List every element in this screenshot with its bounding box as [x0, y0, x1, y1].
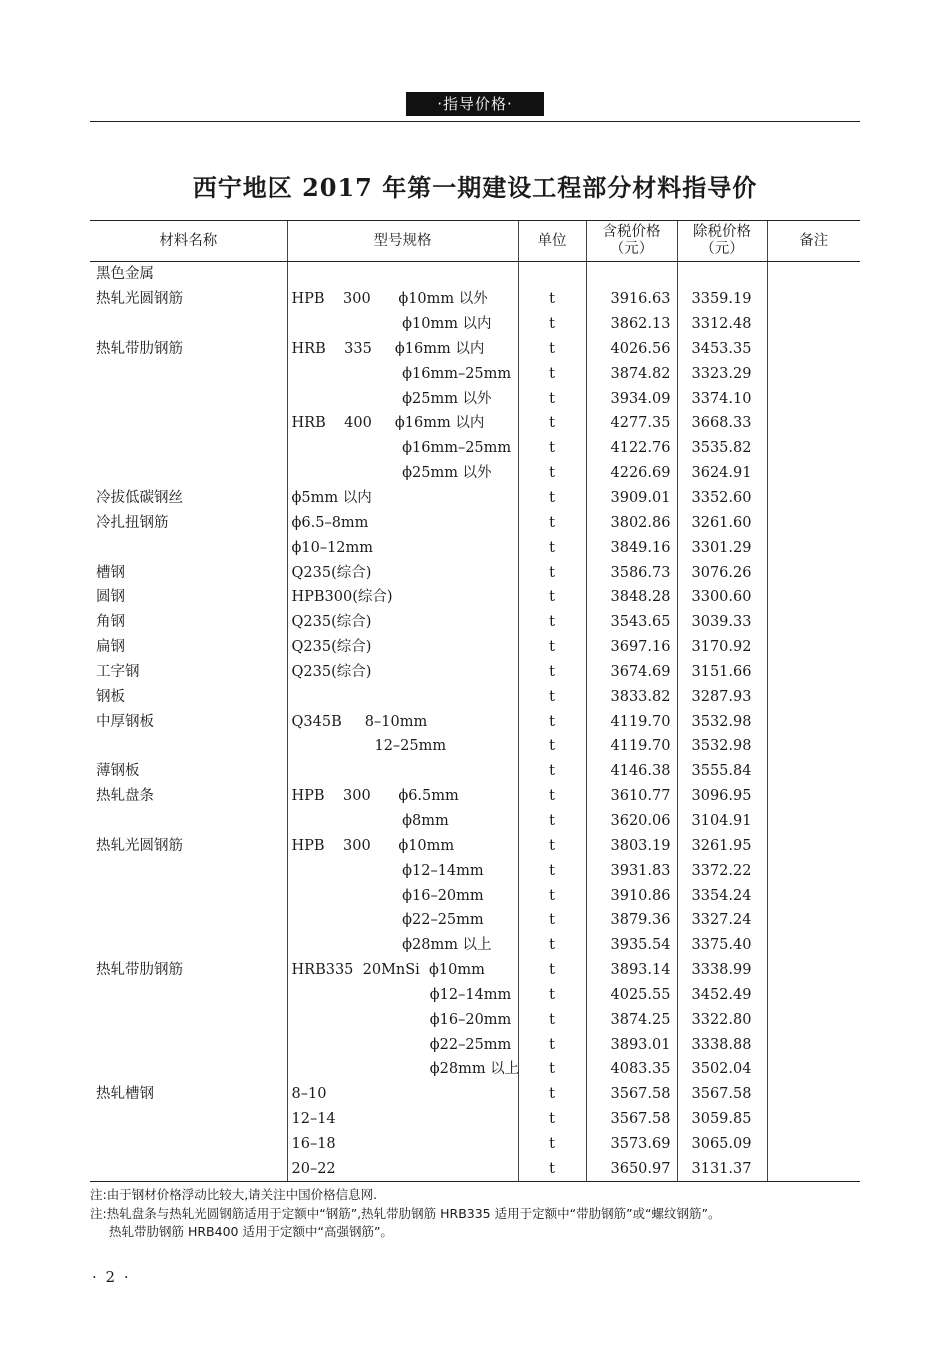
cell-spec: HPB 300 ϕ6.5mm [287, 784, 518, 809]
cell-unit: t [518, 510, 586, 535]
cell-notax-price: 3312.48 [677, 312, 767, 337]
cell-material-name [90, 1132, 287, 1157]
cell-tax-price: 3803.19 [586, 833, 677, 858]
cell-unit: t [518, 1156, 586, 1181]
cell-material-name [90, 1156, 287, 1181]
cell-notax-price: 3301.29 [677, 535, 767, 560]
cell-spec: ϕ16–20mm [287, 883, 518, 908]
cell-tax-price: 3879.36 [586, 908, 677, 933]
cell-tax-price: 3848.28 [586, 585, 677, 610]
table-row [90, 411, 860, 436]
footnotes [90, 1186, 721, 1242]
cell-tax-price [586, 262, 677, 287]
cell-notax-price: 3668.33 [677, 411, 767, 436]
cell-tax-price: 3674.69 [586, 660, 677, 685]
cell-material-name [90, 908, 287, 933]
table-row [90, 585, 860, 610]
cell-spec: ϕ25mm 以外 [287, 461, 518, 486]
col-header-unit: 单位 [518, 221, 586, 262]
cell-note [767, 1107, 860, 1132]
cell-note [767, 560, 860, 585]
cell-tax-price: 4026.56 [586, 337, 677, 362]
cell-spec: Q235(综合) [287, 635, 518, 660]
cell-unit: t [518, 610, 586, 635]
cell-material-name [90, 1007, 287, 1032]
table-row [90, 312, 860, 337]
cell-note [767, 958, 860, 983]
cell-notax-price: 3322.80 [677, 1007, 767, 1032]
cell-notax-price: 3453.35 [677, 337, 767, 362]
cell-note [767, 684, 860, 709]
footnote: 热轧带肋钢筋 HRB400 适用于定额中“高强钢筋”。 [109, 1224, 393, 1239]
cell-notax-price: 3261.60 [677, 510, 767, 535]
cell-notax-price: 3104.91 [677, 809, 767, 834]
cell-note [767, 1156, 860, 1181]
cell-material-name [90, 1057, 287, 1082]
cell-notax-price: 3059.85 [677, 1107, 767, 1132]
cell-tax-price: 3650.97 [586, 1156, 677, 1181]
cell-spec: HPB300(综合) [287, 585, 518, 610]
table-row [90, 535, 860, 560]
cell-unit: t [518, 287, 586, 312]
cell-notax-price: 3323.29 [677, 361, 767, 386]
cell-material-name [90, 883, 287, 908]
cell-unit: t [518, 958, 586, 983]
cell-note [767, 337, 860, 362]
cell-notax-price: 3338.99 [677, 958, 767, 983]
cell-unit: t [518, 1032, 586, 1057]
cell-tax-price: 4083.35 [586, 1057, 677, 1082]
cell-unit: t [518, 312, 586, 337]
cell-spec: HRB335 20MnSi ϕ10mm [287, 958, 518, 983]
cell-notax-price: 3300.60 [677, 585, 767, 610]
cell-unit: t [518, 436, 586, 461]
cell-material-name: 冷拔低碳钢丝 [96, 490, 183, 507]
cell-tax-price: 3909.01 [586, 486, 677, 511]
header-rule [90, 121, 860, 122]
cell-spec: ϕ6.5–8mm [287, 510, 518, 535]
cell-unit: t [518, 386, 586, 411]
cell-tax-price: 4119.70 [586, 734, 677, 759]
table-row [90, 361, 860, 386]
cell-unit: t [518, 337, 586, 362]
cell-notax-price: 3567.58 [677, 1082, 767, 1107]
col-header-note: 备注 [767, 221, 860, 262]
col-header-notax-price: 除税价格 （元） [677, 221, 767, 262]
cell-tax-price: 4119.70 [586, 709, 677, 734]
cell-unit: t [518, 858, 586, 883]
table-row [90, 982, 860, 1007]
table-row [90, 858, 860, 883]
cell-unit: t [518, 1057, 586, 1082]
table-row [90, 809, 860, 834]
cell-notax-price: 3502.04 [677, 1057, 767, 1082]
table-row [90, 262, 860, 287]
cell-notax-price: 3039.33 [677, 610, 767, 635]
cell-note [767, 510, 860, 535]
cell-tax-price: 4277.35 [586, 411, 677, 436]
cell-tax-price: 3862.13 [586, 312, 677, 337]
table-header-row [90, 221, 860, 262]
cell-tax-price: 3874.82 [586, 361, 677, 386]
cell-material-name: 热轧带肋钢筋 [96, 962, 183, 979]
cell-unit: t [518, 759, 586, 784]
table-row [90, 510, 860, 535]
cell-spec: ϕ25mm 以外 [287, 386, 518, 411]
table-row [90, 933, 860, 958]
table-row [90, 436, 860, 461]
cell-notax-price: 3624.91 [677, 461, 767, 486]
cell-spec: Q235(综合) [287, 660, 518, 685]
cell-tax-price: 3893.01 [586, 1032, 677, 1057]
cell-material-name: 热轧光圆钢筋 [96, 291, 183, 308]
page-number: · 2 · [92, 1268, 131, 1286]
cell-tax-price: 3567.58 [586, 1082, 677, 1107]
cell-material-name: 中厚钢板 [96, 713, 154, 730]
cell-spec: ϕ28mm 以上 [287, 933, 518, 958]
cell-tax-price: 3543.65 [586, 610, 677, 635]
cell-notax-price: 3076.26 [677, 560, 767, 585]
table-row [90, 337, 860, 362]
cell-note [767, 833, 860, 858]
cell-material-name [90, 436, 287, 461]
cell-tax-price: 3874.25 [586, 1007, 677, 1032]
cell-note [767, 883, 860, 908]
cell-material-name [90, 858, 287, 883]
cell-notax-price: 3535.82 [677, 436, 767, 461]
footnote: 注:由于钢材价格浮动比较大,请关注中国价格信息网. [90, 1187, 378, 1202]
table-row [90, 635, 860, 660]
cell-unit: t [518, 933, 586, 958]
cell-tax-price: 4226.69 [586, 461, 677, 486]
cell-note [767, 585, 860, 610]
cell-material-name: 热轧带肋钢筋 [96, 340, 183, 357]
cell-note [767, 262, 860, 287]
cell-unit: t [518, 361, 586, 386]
cell-spec: Q345B 8–10mm [287, 709, 518, 734]
cell-tax-price: 3931.83 [586, 858, 677, 883]
cell-spec: ϕ22–25mm [287, 1032, 518, 1057]
cell-unit: t [518, 734, 586, 759]
cell-notax-price: 3261.95 [677, 833, 767, 858]
cell-material-name [90, 361, 287, 386]
table-row [90, 386, 860, 411]
cell-notax-price: 3372.22 [677, 858, 767, 883]
cell-material-name [90, 734, 287, 759]
cell-material-name: 圆钢 [96, 589, 125, 606]
cell-tax-price: 3916.63 [586, 287, 677, 312]
cell-tax-price: 3910.86 [586, 883, 677, 908]
cell-tax-price: 3935.54 [586, 933, 677, 958]
cell-material-name: 冷扎扭钢筋 [96, 514, 169, 531]
cell-spec: 16–18 [287, 1132, 518, 1157]
cell-unit: t [518, 535, 586, 560]
cell-tax-price: 3934.09 [586, 386, 677, 411]
cell-material-name [90, 535, 287, 560]
cell-unit: t [518, 883, 586, 908]
col-header-tax-price: 含税价格 （元） [586, 221, 677, 262]
cell-note [767, 1082, 860, 1107]
cell-note [767, 312, 860, 337]
cell-spec: 12–25mm [287, 734, 518, 759]
cell-spec: HPB 300 ϕ10mm [287, 833, 518, 858]
cell-material-name [90, 933, 287, 958]
cell-spec: 8–10 [287, 1082, 518, 1107]
cell-spec: 12–14 [287, 1107, 518, 1132]
table-row [90, 958, 860, 983]
cell-note [767, 361, 860, 386]
cell-note [767, 734, 860, 759]
price-table [90, 220, 860, 1182]
cell-notax-price: 3354.24 [677, 883, 767, 908]
cell-note [767, 908, 860, 933]
cell-material-name [90, 1107, 287, 1132]
cell-notax-price: 3555.84 [677, 759, 767, 784]
cell-tax-price: 3586.73 [586, 560, 677, 585]
cell-notax-price: 3532.98 [677, 734, 767, 759]
cell-unit: t [518, 560, 586, 585]
cell-unit: t [518, 1007, 586, 1032]
table-row [90, 784, 860, 809]
table-row [90, 560, 860, 585]
cell-notax-price: 3287.93 [677, 684, 767, 709]
cell-spec: ϕ16mm–25mm [287, 361, 518, 386]
cell-spec: ϕ22–25mm [287, 908, 518, 933]
cell-material-name [90, 1032, 287, 1057]
cell-spec: Q235(综合) [287, 610, 518, 635]
cell-notax-price: 3452.49 [677, 982, 767, 1007]
table-row [90, 1007, 860, 1032]
cell-material-name [90, 809, 287, 834]
cell-note [767, 287, 860, 312]
cell-unit: t [518, 635, 586, 660]
cell-notax-price: 3327.24 [677, 908, 767, 933]
cell-note [767, 1132, 860, 1157]
cell-tax-price: 3802.86 [586, 510, 677, 535]
cell-material-name: 扁钢 [96, 639, 125, 656]
cell-tax-price: 3893.14 [586, 958, 677, 983]
cell-unit: t [518, 809, 586, 834]
cell-unit: t [518, 461, 586, 486]
cell-notax-price: 3375.40 [677, 933, 767, 958]
cell-note [767, 635, 860, 660]
table-row [90, 1057, 860, 1082]
section-tag: ·指导价格· [406, 92, 544, 116]
cell-spec: ϕ12–14mm [287, 982, 518, 1007]
cell-note [767, 411, 860, 436]
cell-spec: HPB 300 ϕ10mm 以外 [287, 287, 518, 312]
cell-spec: ϕ8mm [287, 809, 518, 834]
cell-note [767, 982, 860, 1007]
table-row [90, 486, 860, 511]
cell-note [767, 1057, 860, 1082]
cell-note [767, 858, 860, 883]
cell-tax-price: 3610.77 [586, 784, 677, 809]
cell-unit: t [518, 486, 586, 511]
cell-spec: ϕ10mm 以内 [287, 312, 518, 337]
footnote: 注:热轧盘条与热轧光圆钢筋适用于定额中“钢筋”,热轧带肋钢筋 HRB335 适用于定额中“带肋钢筋”或“螺纹钢筋”。 [90, 1205, 721, 1221]
cell-tax-price: 3833.82 [586, 684, 677, 709]
cell-tax-price: 4146.38 [586, 759, 677, 784]
cell-material-name: 钢板 [96, 688, 125, 705]
cell-note [767, 486, 860, 511]
cell-note [767, 610, 860, 635]
cell-tax-price: 3567.58 [586, 1107, 677, 1132]
cell-tax-price: 4122.76 [586, 436, 677, 461]
cell-unit: t [518, 585, 586, 610]
cell-note [767, 709, 860, 734]
table-row [90, 461, 860, 486]
table-row [90, 1032, 860, 1057]
cell-unit: t [518, 1082, 586, 1107]
cell-material-name: 黑色金属 [96, 266, 154, 283]
cell-unit: t [518, 784, 586, 809]
cell-material-name [90, 982, 287, 1007]
cell-material-name: 薄钢板 [96, 763, 140, 780]
cell-unit: t [518, 411, 586, 436]
cell-note [767, 1032, 860, 1057]
table-row [90, 709, 860, 734]
cell-notax-price: 3151.66 [677, 660, 767, 685]
cell-notax-price: 3170.92 [677, 635, 767, 660]
table-row [90, 1156, 860, 1181]
cell-note [767, 436, 860, 461]
cell-spec [287, 759, 518, 784]
cell-note [767, 809, 860, 834]
table-row [90, 883, 860, 908]
cell-material-name [90, 312, 287, 337]
cell-unit: t [518, 833, 586, 858]
cell-unit: t [518, 982, 586, 1007]
cell-notax-price: 3352.60 [677, 486, 767, 511]
cell-tax-price: 3849.16 [586, 535, 677, 560]
cell-spec: HRB 400 ϕ16mm 以内 [287, 411, 518, 436]
table-row [90, 684, 860, 709]
cell-note [767, 535, 860, 560]
cell-spec [287, 684, 518, 709]
cell-material-name [90, 386, 287, 411]
cell-spec: ϕ5mm 以内 [287, 486, 518, 511]
cell-spec: Q235(综合) [287, 560, 518, 585]
cell-material-name: 热轧盘条 [96, 788, 154, 805]
cell-note [767, 1007, 860, 1032]
cell-unit: t [518, 908, 586, 933]
cell-unit: t [518, 1132, 586, 1157]
cell-spec: ϕ16–20mm [287, 1007, 518, 1032]
cell-tax-price: 4025.55 [586, 982, 677, 1007]
cell-notax-price: 3065.09 [677, 1132, 767, 1157]
col-header-spec: 型号规格 [287, 221, 518, 262]
table-row [90, 734, 860, 759]
cell-spec: HRB 335 ϕ16mm 以内 [287, 337, 518, 362]
cell-notax-price [677, 262, 767, 287]
cell-unit [518, 262, 586, 287]
cell-material-name: 热轧槽钢 [96, 1086, 154, 1103]
cell-material-name: 热轧光圆钢筋 [96, 837, 183, 854]
table-row [90, 759, 860, 784]
cell-material-name: 槽钢 [96, 564, 125, 581]
table-row [90, 660, 860, 685]
cell-unit: t [518, 660, 586, 685]
cell-spec: ϕ16mm–25mm [287, 436, 518, 461]
table-row [90, 610, 860, 635]
cell-tax-price: 3573.69 [586, 1132, 677, 1157]
cell-spec: ϕ12–14mm [287, 858, 518, 883]
cell-material-name: 工字钢 [96, 663, 140, 680]
table-row [90, 1082, 860, 1107]
cell-spec: ϕ10–12mm [287, 535, 518, 560]
cell-note [767, 386, 860, 411]
cell-note [767, 759, 860, 784]
cell-notax-price: 3359.19 [677, 287, 767, 312]
cell-note [767, 660, 860, 685]
page-title: 西宁地区 2017 年第一期建设工程部分材料指导价 [192, 173, 758, 202]
table-row [90, 908, 860, 933]
table-row [90, 287, 860, 312]
cell-material-name [90, 461, 287, 486]
cell-unit: t [518, 1107, 586, 1132]
cell-note [767, 784, 860, 809]
cell-material-name [90, 411, 287, 436]
cell-tax-price: 3697.16 [586, 635, 677, 660]
cell-unit: t [518, 709, 586, 734]
col-header-name: 材料名称 [90, 221, 287, 262]
table-row [90, 1132, 860, 1157]
cell-notax-price: 3374.10 [677, 386, 767, 411]
cell-notax-price: 3131.37 [677, 1156, 767, 1181]
cell-material-name: 角钢 [96, 614, 125, 631]
cell-spec: ϕ28mm 以上 [287, 1057, 518, 1082]
cell-unit: t [518, 684, 586, 709]
cell-notax-price: 3338.88 [677, 1032, 767, 1057]
cell-spec [287, 262, 518, 287]
cell-notax-price: 3096.95 [677, 784, 767, 809]
cell-notax-price: 3532.98 [677, 709, 767, 734]
cell-note [767, 461, 860, 486]
table-row [90, 1107, 860, 1132]
cell-spec: 20–22 [287, 1156, 518, 1181]
table-row [90, 833, 860, 858]
cell-note [767, 933, 860, 958]
cell-tax-price: 3620.06 [586, 809, 677, 834]
